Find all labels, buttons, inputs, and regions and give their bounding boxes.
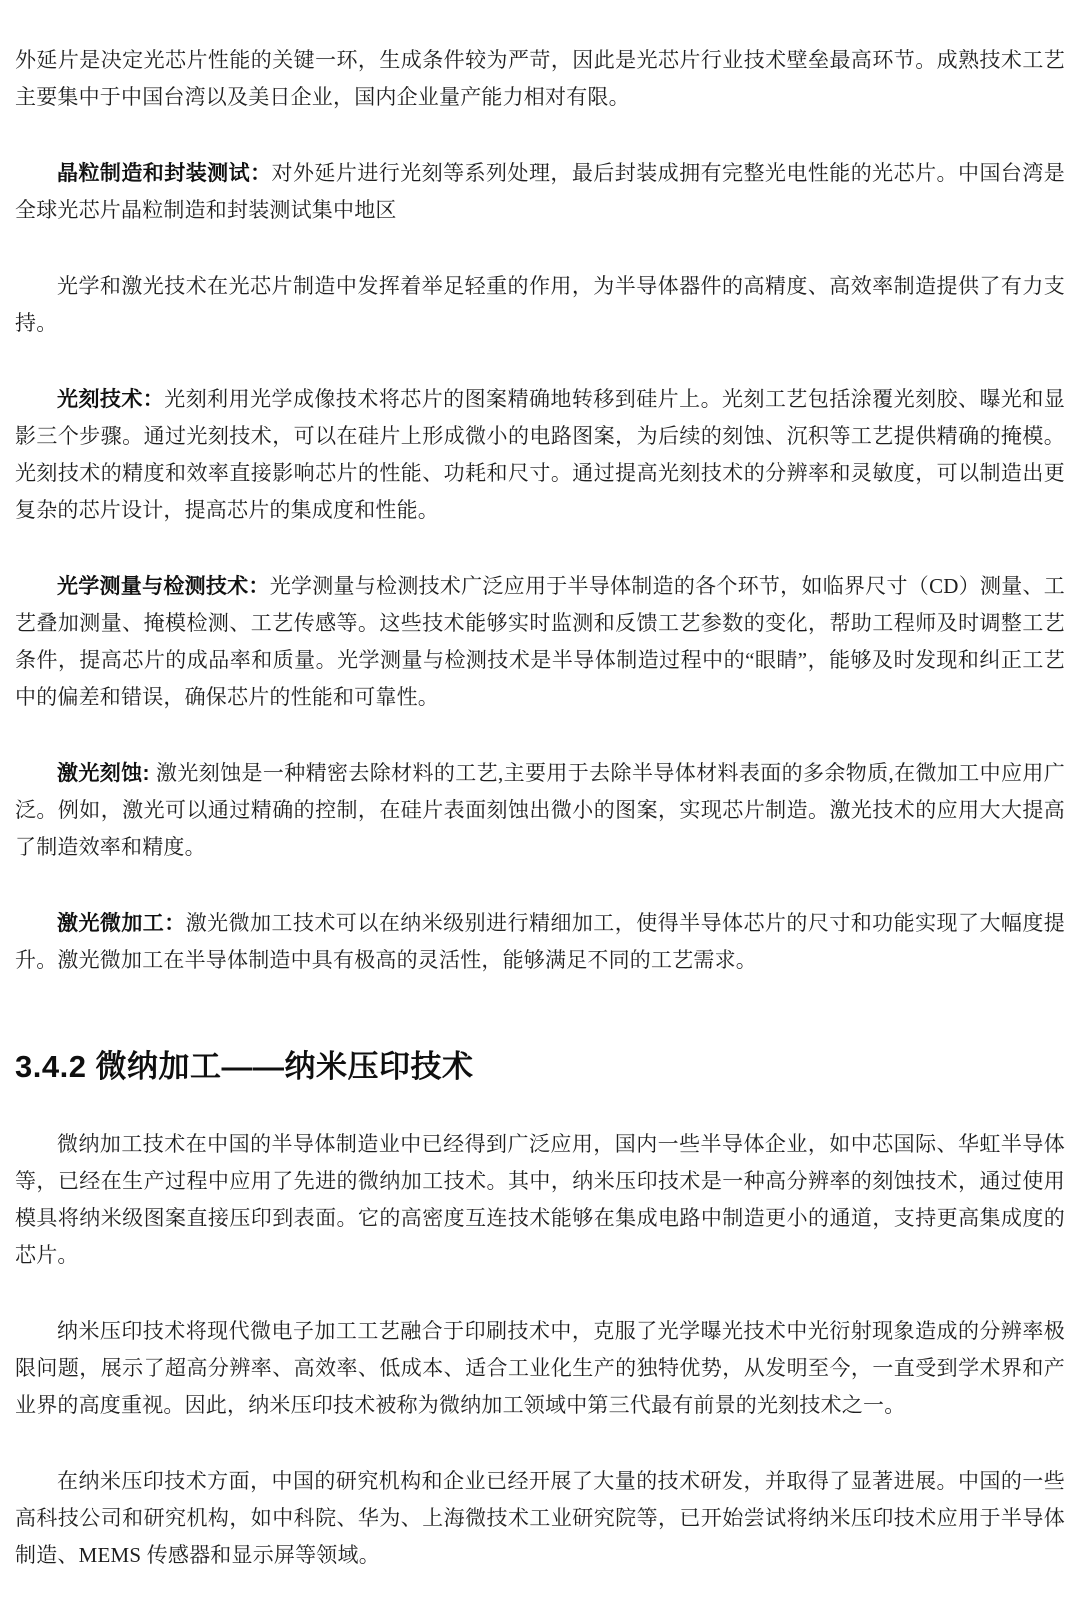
paragraph-lithography bbox=[15, 381, 1065, 529]
paragraph-text: 激光刻蚀是一种精密去除材料的工艺,主要用于去除半导体材料表面的多余物质,在微加工中应用广泛。例如，激光可以通过精确的控制，在硅片表面刻蚀出微小的图案，实现芯片制造。激光技术的应用大大提高了制造效率和精度。 bbox=[15, 761, 1066, 859]
paragraph-label: 激光刻蚀: bbox=[57, 762, 156, 785]
paragraph-text: 微纳加工技术在中国的半导体制造业中已经得到广泛应用，国内一些半导体企业，如中芯国际、华虹半导体等，已经在生产过程中应用了先进的微纳加工技术。其中，纳米压印技术是一种高分辨率的刻蚀技术，通过使用模具将纳米级图案直接压印到表面。它的高密度互连技术能够在集成电路中制造更小的通道，支持更高集成度的芯片。 bbox=[15, 1132, 1065, 1267]
paragraph-epitaxial-wafer bbox=[15, 42, 1065, 116]
paragraph-text: 光学测量与检测技术广泛应用于半导体制造的各个环节，如临界尺寸（CD）测量、工艺叠加测量、掩模检测、工艺传感等。这些技术能够实时监测和反馈工艺参数的变化，帮助工程师及时调整工艺条件，提高芯片的成品率和质量。光学测量与检测技术是半导体制造过程中的“眼睛”，能够及时发现和纠正工艺中的偏差和错误，确保芯片的性能和可靠性。 bbox=[15, 574, 1065, 709]
paragraph-micro-nano-application bbox=[15, 1126, 1065, 1274]
paragraph-laser-micromachining bbox=[15, 905, 1065, 979]
paragraph-label: 光学测量与检测技术： bbox=[57, 575, 270, 598]
paragraph-label: 激光微加工： bbox=[57, 912, 186, 935]
paragraph-optical-metrology bbox=[15, 568, 1065, 716]
paragraph-label: 晶粒制造和封装测试： bbox=[57, 162, 272, 185]
paragraph-text: 对外延片进行光刻等系列处理，最后封装成拥有完整光电性能的光芯片。中国台湾是全球光芯片晶粒制造和封装测试集中地区 bbox=[15, 161, 1066, 222]
paragraph-nanoimprint-advantages bbox=[15, 1313, 1065, 1424]
paragraph-laser-etching bbox=[15, 755, 1065, 866]
paragraph-label: 光刻技术： bbox=[57, 388, 165, 411]
section-heading: 3.4.2 微纳加工——纳米压印技术 bbox=[15, 1049, 474, 1084]
paragraph-text: 光刻利用光学成像技术将芯片的图案精确地转移到硅片上。光刻工艺包括涂覆光刻胶、曝光和显影三个步骤。通过光刻技术，可以在硅片上形成微小的电路图案，为后续的刻蚀、沉积等工艺提供精确的掩模。光刻技术的精度和效率直接影响芯片的性能、功耗和尺寸。通过提高光刻技术的分辨率和灵敏度，可以制造出更复杂的芯片设计，提高芯片的集成度和性能。 bbox=[15, 387, 1065, 522]
paragraph-optics-laser-role bbox=[15, 268, 1065, 342]
paragraph-text: 光学和激光技术在光芯片制造中发挥着举足轻重的作用，为半导体器件的高精度、高效率制造提供了有力支持。 bbox=[15, 274, 1065, 335]
paragraph-text: 外延片是决定光芯片性能的关键一环，生成条件较为严苛，因此是光芯片行业技术壁垒最高环节。成熟技术工艺主要集中于中国台湾以及美日企业，国内企业量产能力相对有限。 bbox=[15, 48, 1065, 109]
paragraph-nanoimprint-progress-china bbox=[15, 1463, 1065, 1574]
paragraph-die-fabrication-packaging bbox=[15, 155, 1065, 229]
paragraph-text: 纳米压印技术将现代微电子加工工艺融合于印刷技术中，克服了光学曝光技术中光衍射现象造成的分辨率极限问题，展示了超高分辨率、高效率、低成本、适合工业化生产的独特优势，从发明至今，一直受到学术界和产业界的高度重视。因此，纳米压印技术被称为微纳加工领域中第三代最有前景的光刻技术之一。 bbox=[15, 1319, 1065, 1417]
paragraph-text: 激光微加工技术可以在纳米级别进行精细加工，使得半导体芯片的尺寸和功能实现了大幅度提升。激光微加工在半导体制造中具有极高的灵活性，能够满足不同的工艺需求。 bbox=[15, 911, 1065, 972]
paragraph-text: 在纳米压印技术方面，中国的研究机构和企业已经开展了大量的技术研发，并取得了显著进展。中国的一些高科技公司和研究机构，如中科院、华为、上海微技术工业研究院等，已开始尝试将纳米压印技术应用于半导体制造、MEMS 传感器和显示屏等领域。 bbox=[15, 1469, 1065, 1567]
